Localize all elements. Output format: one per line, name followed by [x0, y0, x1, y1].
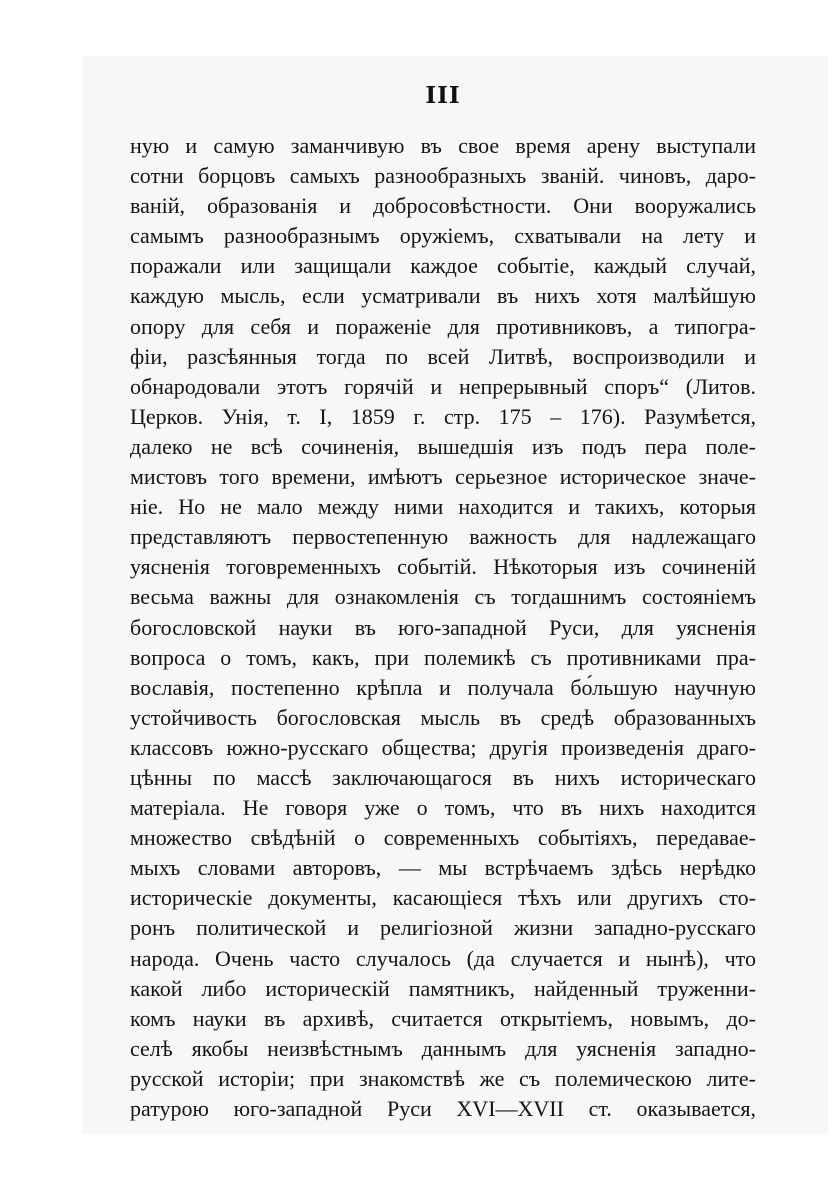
text-line: какой либо историческій памятникъ, найденный труженни- — [130, 975, 756, 1001]
text-line: ратурою юго-западной Руси XVI—XVII ст. оказывается, — [130, 1096, 756, 1121]
text-line: множество свѣдѣній о современныхъ событіяхъ, передавае- — [130, 825, 756, 851]
text-line: историческіе документы, касающіеся тѣхъ или другихъ сто- — [130, 885, 756, 911]
text-line: классовъ южно-русскаго общества; другія произведенія драго- — [130, 734, 756, 760]
page-number: III — [425, 82, 461, 109]
text-line: народа. Очень часто случалось (да случается и нынѣ), что — [130, 945, 756, 971]
text-line: селѣ якобы неизвѣстнымъ даннымъ для уясненія западно- — [130, 1035, 756, 1061]
text-line: вославія, постепенно крѣпла и получала бо́льшую научную — [130, 674, 756, 700]
text-line: сотни борцовъ самыхъ разнообразныхъ званій. чиновъ, даро- — [130, 163, 756, 189]
text-line: самымъ разнообразнымъ оружіемъ, схватывали на лету и — [130, 223, 756, 249]
text-line: представляютъ первостепенную важность для надлежащаго — [130, 524, 756, 550]
body-text — [130, 131, 756, 1124]
text-line: далеко не всѣ сочиненія, вышедшія изъ подъ пера поле- — [130, 433, 756, 459]
text-line: ронъ политической и религіозной жизни западно-русскаго — [130, 915, 756, 941]
book-page — [82, 56, 828, 1134]
text-line: весьма важны для ознакомленія съ тогдашнимъ состояніемъ — [130, 584, 756, 610]
text-line: фіи, разсѣянныя тогда по всей Литвѣ, воспроизводили и — [130, 343, 756, 369]
text-line: богословской науки въ юго-западной Руси, для уясненія — [130, 614, 756, 640]
text-line: Церков. Унія, т. I, 1859 г. стр. 175 – 176). Разумѣется, — [130, 403, 756, 429]
text-line: цѣнны по массѣ заключающагося въ нихъ историческаго — [130, 764, 756, 790]
text-line: устойчивость богословская мысль въ средѣ образованныхъ — [130, 704, 756, 730]
text-line: поражали или защищали каждое событіе, каждый случай, — [130, 253, 756, 279]
text-line: ваній, образованія и добросовѣстности. Они вооружались — [130, 193, 756, 219]
text-line: матеріала. Не говоря уже о томъ, что въ нихъ находится — [130, 795, 756, 821]
text-line: вопроса о томъ, какъ, при полемикѣ съ противниками пра- — [130, 644, 756, 670]
text-line: опору для себя и пораженіе для противниковъ, а типогра- — [130, 313, 756, 339]
text-line: мистовъ того времени, имѣютъ серьезное историческое значе- — [130, 464, 756, 490]
text-line: мыхъ словами авторовъ, — мы встрѣчаемъ здѣсь нерѣдко — [130, 855, 756, 881]
text-line: обнародовали этотъ горячій и непрерывный споръ“ (Литов. — [130, 373, 756, 399]
text-line: русской исторіи; при знакомствѣ же съ полемическою лите- — [130, 1065, 756, 1091]
text-line: ную и самую заманчивую въ свое время арену выступали — [130, 133, 756, 158]
text-line: комъ науки въ архивѣ, считается открытіемъ, новымъ, до- — [130, 1005, 756, 1031]
text-line: ніе. Но не мало между ними находится и такихъ, которыя — [130, 494, 756, 520]
text-line: уясненія тоговременныхъ событій. Нѣкоторыя изъ сочиненій — [130, 554, 756, 580]
text-line: каждую мысль, если усматривали въ нихъ хотя малѣйшую — [130, 283, 756, 309]
